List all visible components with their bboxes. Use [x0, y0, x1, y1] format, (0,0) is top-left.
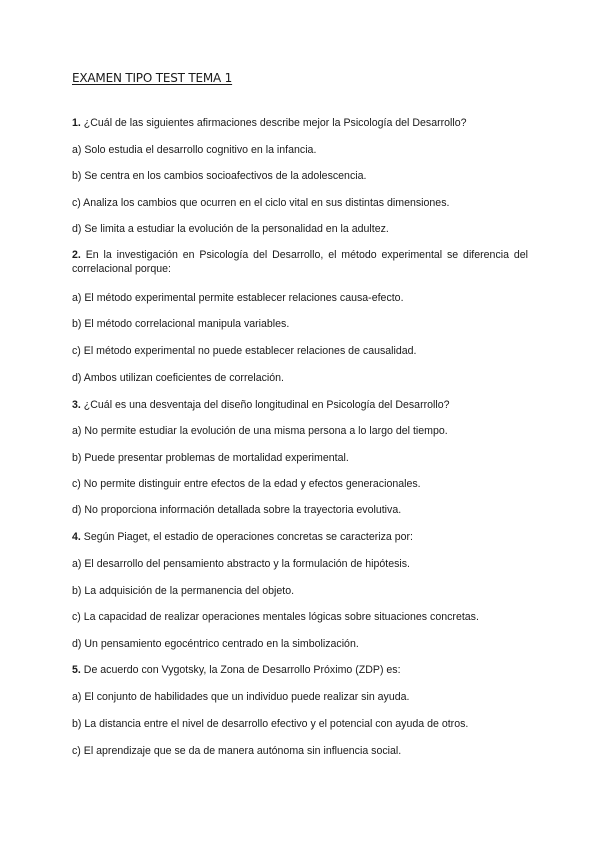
question-number: 2. [72, 249, 81, 261]
question-number: 1. [72, 117, 81, 129]
question-2 [72, 248, 528, 276]
answer-option: b) El método correlacional manipula variables. [72, 318, 290, 330]
answer-option: c) El aprendizaje que se da de manera autónoma sin influencia social. [72, 745, 402, 757]
answer-option: d) No proporciona información detallada sobre la trayectoria evolutiva. [72, 504, 402, 516]
answer-option: a) El método experimental permite establecer relaciones causa-efecto. [72, 292, 404, 304]
answer-option: d) Un pensamiento egocéntrico centrado en la simbolización. [72, 638, 359, 650]
document-title: EXAMEN TIPO TEST TEMA 1 [72, 71, 233, 85]
question-text: En la investigación en Psicología del Desarrollo, el método experimental se diferencia del correlacional porque: [72, 249, 528, 275]
question-number: 5. [72, 664, 81, 676]
answer-option: a) El desarrollo del pensamiento abstracto y la formulación de hipótesis. [72, 558, 411, 570]
answer-option: c) No permite distinguir entre efectos de la edad y efectos generacionales. [72, 478, 421, 490]
answer-option: a) El conjunto de habilidades que un individuo puede realizar sin ayuda. [72, 691, 410, 703]
question-text: Según Piaget, el estadio de operaciones concretas se caracteriza por: [80, 531, 413, 543]
answer-option: d) Ambos utilizan coeficientes de correlación. [72, 372, 284, 384]
answer-option: b) La adquisición de la permanencia del objeto. [72, 585, 295, 597]
answer-option: d) Se limita a estudiar la evolución de la personalidad en la adultez. [72, 223, 389, 235]
answer-option: c) Analiza los cambios que ocurren en el ciclo vital en sus distintas dimensiones. [72, 197, 450, 209]
question-4 [72, 530, 413, 544]
answer-option: a) No permite estudiar la evolución de una misma persona a lo largo del tiempo. [72, 425, 448, 437]
question-text: De acuerdo con Vygotsky, la Zona de Desarrollo Próximo (ZDP) es: [80, 664, 401, 676]
answer-option: a) Solo estudia el desarrollo cognitivo en la infancia. [72, 144, 317, 156]
answer-option: c) La capacidad de realizar operaciones mentales lógicas sobre situaciones concretas. [72, 611, 479, 623]
question-5 [72, 663, 401, 677]
question-text: ¿Cuál es una desventaja del diseño longitudinal en Psicología del Desarrollo? [80, 399, 450, 411]
question-1 [72, 116, 467, 130]
question-number: 4. [72, 531, 81, 543]
question-number: 3. [72, 399, 81, 411]
answer-option: b) La distancia entre el nivel de desarrollo efectivo y el potencial con ayuda de otros. [72, 718, 469, 730]
answer-option: b) Se centra en los cambios socioafectivos de la adolescencia. [72, 170, 367, 182]
question-text: ¿Cuál de las siguientes afirmaciones describe mejor la Psicología del Desarrollo? [80, 117, 467, 129]
answer-option: c) El método experimental no puede establecer relaciones de causalidad. [72, 345, 417, 357]
question-3 [72, 398, 450, 412]
answer-option: b) Puede presentar problemas de mortalidad experimental. [72, 452, 349, 464]
